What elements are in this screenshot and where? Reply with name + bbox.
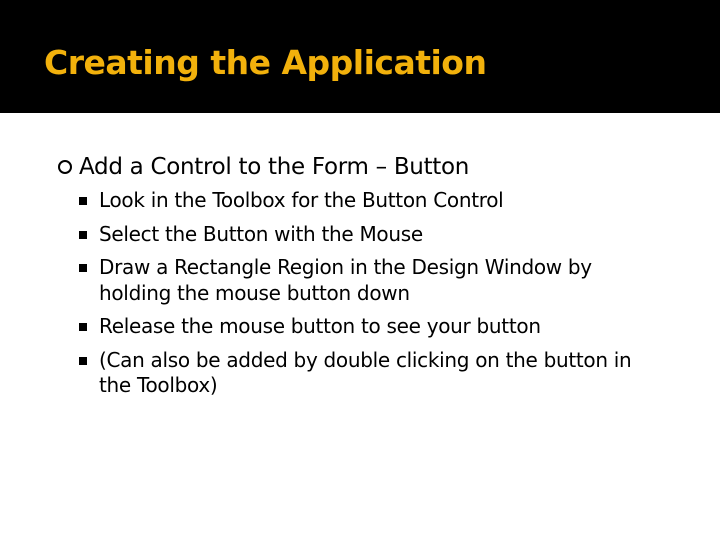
- main-point-text: Add a Control to the Form – Button: [79, 154, 470, 180]
- sub-point-text: Select the Button with the Mouse: [99, 221, 423, 246]
- sub-point-text: Release the mouse button to see your button: [99, 314, 541, 338]
- sub-point: [79, 188, 659, 214]
- square-bullet-icon: [79, 231, 87, 239]
- sub-point-text: Look in the Toolbox for the Button Control: [99, 188, 504, 212]
- sub-point: [79, 348, 659, 399]
- slide-content: [58, 146, 698, 407]
- ring-bullet-icon: [58, 160, 72, 174]
- sub-point-text: (Can also be added by double clicking on the button in the Toolbox): [99, 347, 632, 397]
- slide-title: Creating the Application: [44, 43, 487, 82]
- square-bullet-icon: [79, 357, 87, 365]
- sub-point-list: [58, 188, 698, 399]
- sub-point: [79, 314, 659, 340]
- sub-point: [79, 255, 659, 306]
- square-bullet-icon: [79, 264, 87, 272]
- title-bar: [0, 0, 720, 113]
- main-point: [58, 146, 698, 188]
- square-bullet-icon: [79, 197, 87, 205]
- square-bullet-icon: [79, 323, 87, 331]
- sub-point: [79, 222, 659, 248]
- sub-point-text: Draw a Rectangle Region in the Design Window by holding the mouse button down: [99, 255, 592, 305]
